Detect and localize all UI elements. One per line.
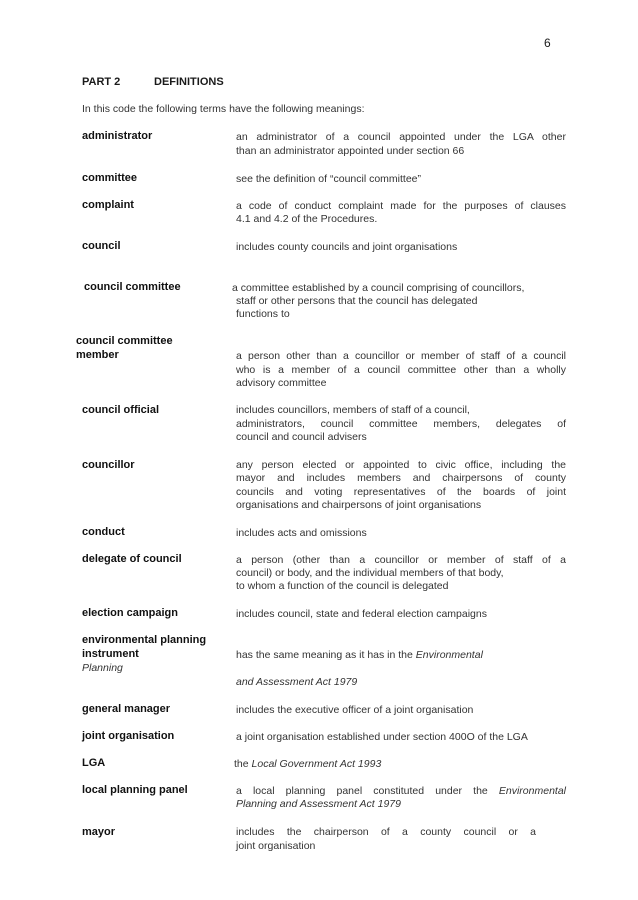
definition-delegate-of-council-line3: to whom a function of the council is delegated: [236, 580, 449, 592]
definition-election-campaign: includes council, state and federal election campaigns: [236, 608, 487, 620]
definition-council-official-line1: includes councillors, members of staff of a council,: [236, 404, 470, 416]
definition-delegate-of-council-line2: council) or body, and the individual members of that body,: [236, 567, 504, 579]
term-complaint: complaint: [82, 199, 134, 211]
term-delegate-of-council: delegate of council: [82, 553, 182, 565]
term-lga: LGA: [82, 757, 106, 769]
definition-administrator-line1: an administrator of a council appointed under the LGA other: [236, 131, 566, 143]
definition-mayor-line1: includes the chairperson of a county council or a: [236, 826, 536, 838]
definition-council-committee-member-line1: a person other than a councillor or member of staff of a council: [236, 350, 566, 362]
term-environmental-planning-instrument-line1: environmental planning: [82, 634, 207, 646]
definition-delegate-of-council-line1: a person (other than a councillor or member of staff of a: [236, 554, 566, 566]
term-general-manager: general manager: [82, 703, 171, 715]
term-council-committee: council committee: [84, 281, 181, 293]
term-conduct: conduct: [82, 526, 125, 538]
definition-environmental-planning-instrument-line2: and Assessment Act 1979: [236, 676, 358, 688]
definition-council-official-line3: council and council advisers: [236, 431, 367, 443]
term-local-planning-panel: local planning panel: [82, 784, 188, 796]
term-council-committee-member-line1: council committee: [76, 335, 173, 347]
definition-council-committee-member-line2: who is a member of a council committee other than a wholly: [236, 364, 566, 376]
term-environmental-planning-instrument-line2: instrument: [82, 648, 139, 660]
definition-council-official-line2: administrators, council committee members, delegates of: [236, 418, 566, 430]
definition-lga: the Local Government Act 1993: [234, 758, 382, 770]
term-election-campaign: election campaign: [82, 607, 178, 619]
environmental-planning-instrument-planning-word: Planning: [82, 662, 123, 674]
term-committee: committee: [82, 172, 138, 184]
definition-local-planning-panel-line1: a local planning panel constituted under the Environmental: [236, 785, 566, 797]
definition-conduct: includes acts and omissions: [236, 527, 367, 539]
term-joint-organisation: joint organisation: [82, 730, 175, 742]
definition-committee: see the definition of “council committee”: [236, 173, 422, 185]
definition-council-committee-member-line3: advisory committee: [236, 377, 327, 389]
definition-council-committee-line1: a committee established by a council comprising of councillors,: [232, 282, 525, 294]
definition-mayor-line2: joint organisation: [236, 840, 316, 852]
term-administrator: administrator: [82, 130, 153, 142]
page-number: 6: [544, 36, 551, 50]
definition-councillor-line3: councils and voting representatives of the boards of joint: [236, 486, 566, 498]
definition-council: includes county councils and joint organisations: [236, 241, 458, 253]
definition-councillor-line2: mayor and includes members and chairpersons of county: [236, 472, 566, 484]
term-councillor: councillor: [82, 459, 135, 471]
section-title: DEFINITIONS: [154, 76, 224, 88]
term-mayor: mayor: [82, 826, 116, 838]
definition-complaint-line2: 4.1 and 4.2 of the Procedures.: [236, 213, 378, 225]
part-label: PART 2: [82, 76, 121, 88]
definition-councillor-line4: organisations and chairpersons of joint organisations: [236, 499, 482, 511]
definition-environmental-planning-instrument-line1: has the same meaning as it has in the Environmental: [236, 649, 483, 661]
intro-text: In this code the following terms have the following meanings:: [82, 103, 365, 115]
definition-councillor-line1: any person elected or appointed to civic office, including the: [236, 459, 566, 471]
definition-administrator-line2: than an administrator appointed under section 66: [236, 145, 465, 157]
definition-council-committee-line2: staff or other persons that the council has delegated: [236, 295, 478, 307]
definition-local-planning-panel-line2: Planning and Assessment Act 1979: [236, 798, 401, 810]
definition-joint-organisation: a joint organisation established under section 400O of the LGA: [236, 731, 528, 743]
term-council-official: council official: [82, 404, 160, 416]
definition-complaint-line1: a code of conduct complaint made for the purposes of clauses: [236, 200, 566, 212]
definition-council-committee-line3: functions to: [236, 308, 290, 320]
definition-general-manager: includes the executive officer of a joint organisation: [236, 704, 474, 716]
term-council-committee-member-line2: member: [76, 349, 119, 361]
term-council: council: [82, 240, 121, 252]
